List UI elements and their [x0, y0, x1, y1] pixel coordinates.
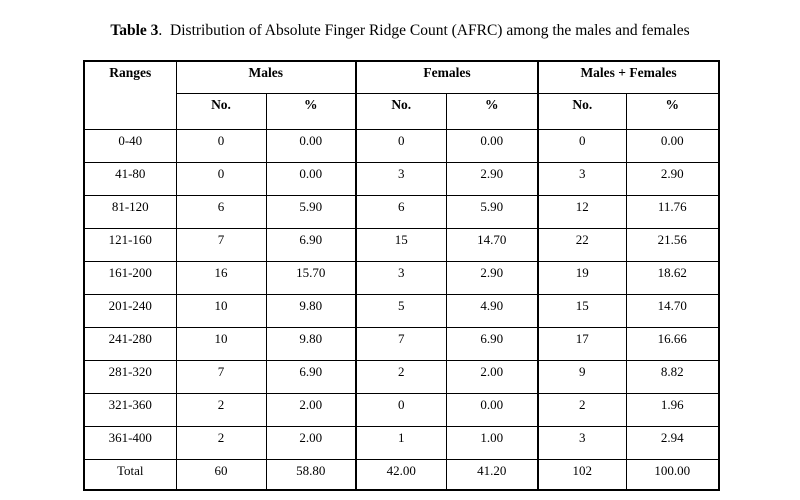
- data-cell: 3: [538, 162, 626, 195]
- table-row: [84, 360, 719, 393]
- data-cell: 5.90: [266, 195, 356, 228]
- data-cell: 2.90: [626, 162, 719, 195]
- table-row: [84, 195, 719, 228]
- data-cell: 19: [538, 261, 626, 294]
- group-header-males-females: Males + Females: [538, 61, 719, 93]
- data-cell: 22: [538, 228, 626, 261]
- data-cell: 0: [538, 129, 626, 162]
- data-cell: 18.62: [626, 261, 719, 294]
- table-row: [84, 162, 719, 195]
- data-cell: 17: [538, 327, 626, 360]
- data-cell: 7: [176, 360, 266, 393]
- table-row-total: [84, 459, 719, 490]
- data-cell: 16: [176, 261, 266, 294]
- col-header-mf-pct: %: [626, 93, 719, 129]
- data-cell: 0.00: [266, 129, 356, 162]
- data-cell: 0.00: [446, 393, 538, 426]
- data-cell: 2.00: [266, 426, 356, 459]
- data-cell: 1: [356, 426, 446, 459]
- data-cell: 7: [176, 228, 266, 261]
- data-cell: 3: [356, 261, 446, 294]
- data-cell: 4.90: [446, 294, 538, 327]
- data-cell: 0: [176, 162, 266, 195]
- afrc-distribution-table: [83, 60, 720, 491]
- range-cell: 321-360: [84, 393, 176, 426]
- data-cell: 60: [176, 459, 266, 490]
- page-title: [0, 22, 800, 40]
- data-cell: 21.56: [626, 228, 719, 261]
- data-cell: 1.96: [626, 393, 719, 426]
- table-caption: . Distribution of Absolute Finger Ridge Count (AFRC) among the males and females: [158, 22, 690, 39]
- data-cell: 2.94: [626, 426, 719, 459]
- data-cell: 0: [356, 129, 446, 162]
- table-row: [84, 327, 719, 360]
- data-cell: 58.80: [266, 459, 356, 490]
- range-cell: Total: [84, 459, 176, 490]
- data-cell: 5: [356, 294, 446, 327]
- data-cell: 15.70: [266, 261, 356, 294]
- table-row: [84, 426, 719, 459]
- col-header-mf-no: No.: [538, 93, 626, 129]
- data-cell: 8.82: [626, 360, 719, 393]
- data-cell: 16.66: [626, 327, 719, 360]
- table-number-label: Table 3: [110, 22, 159, 39]
- data-cell: 6: [176, 195, 266, 228]
- data-cell: 14.70: [626, 294, 719, 327]
- data-cell: 11.76: [626, 195, 719, 228]
- table-row: [84, 261, 719, 294]
- table-row: [84, 129, 719, 162]
- range-cell: 0-40: [84, 129, 176, 162]
- data-cell: 3: [356, 162, 446, 195]
- data-cell: 100.00: [626, 459, 719, 490]
- group-header-row: [84, 61, 719, 93]
- data-cell: 2.90: [446, 261, 538, 294]
- data-cell: 2: [176, 426, 266, 459]
- group-header-females: Females: [356, 61, 538, 93]
- range-cell: 161-200: [84, 261, 176, 294]
- range-cell: 81-120: [84, 195, 176, 228]
- data-cell: 6.90: [266, 228, 356, 261]
- data-cell: 9.80: [266, 294, 356, 327]
- data-cell: 6.90: [446, 327, 538, 360]
- col-header-females-pct: %: [446, 93, 538, 129]
- data-cell: 2.90: [446, 162, 538, 195]
- data-cell: 10: [176, 294, 266, 327]
- data-cell: 2.00: [266, 393, 356, 426]
- data-cell: 0.00: [266, 162, 356, 195]
- sub-header-row: [84, 93, 719, 129]
- data-cell: 0: [356, 393, 446, 426]
- data-cell: 14.70: [446, 228, 538, 261]
- data-cell: 2.00: [446, 360, 538, 393]
- data-cell: 0.00: [626, 129, 719, 162]
- range-cell: 241-280: [84, 327, 176, 360]
- group-header-males: Males: [176, 61, 356, 93]
- table-row: [84, 228, 719, 261]
- data-cell: 2: [538, 393, 626, 426]
- data-cell: 10: [176, 327, 266, 360]
- data-cell: 2: [356, 360, 446, 393]
- data-cell: 12: [538, 195, 626, 228]
- data-cell: 3: [538, 426, 626, 459]
- range-cell: 41-80: [84, 162, 176, 195]
- col-header-ranges: Ranges: [84, 61, 176, 129]
- data-cell: 15: [538, 294, 626, 327]
- range-cell: 121-160: [84, 228, 176, 261]
- data-cell: 9.80: [266, 327, 356, 360]
- data-cell: 41.20: [446, 459, 538, 490]
- data-cell: 15: [356, 228, 446, 261]
- data-cell: 5.90: [446, 195, 538, 228]
- table-row: [84, 393, 719, 426]
- data-cell: 9: [538, 360, 626, 393]
- data-cell: 6: [356, 195, 446, 228]
- range-cell: 361-400: [84, 426, 176, 459]
- data-cell: 2: [176, 393, 266, 426]
- col-header-females-no: No.: [356, 93, 446, 129]
- data-cell: 102: [538, 459, 626, 490]
- range-cell: 281-320: [84, 360, 176, 393]
- data-cell: 1.00: [446, 426, 538, 459]
- data-cell: 0: [176, 129, 266, 162]
- col-header-males-pct: %: [266, 93, 356, 129]
- col-header-males-no: No.: [176, 93, 266, 129]
- data-cell: 0.00: [446, 129, 538, 162]
- range-cell: 201-240: [84, 294, 176, 327]
- data-cell: 6.90: [266, 360, 356, 393]
- data-cell: 7: [356, 327, 446, 360]
- data-cell: 42.00: [356, 459, 446, 490]
- table-row: [84, 294, 719, 327]
